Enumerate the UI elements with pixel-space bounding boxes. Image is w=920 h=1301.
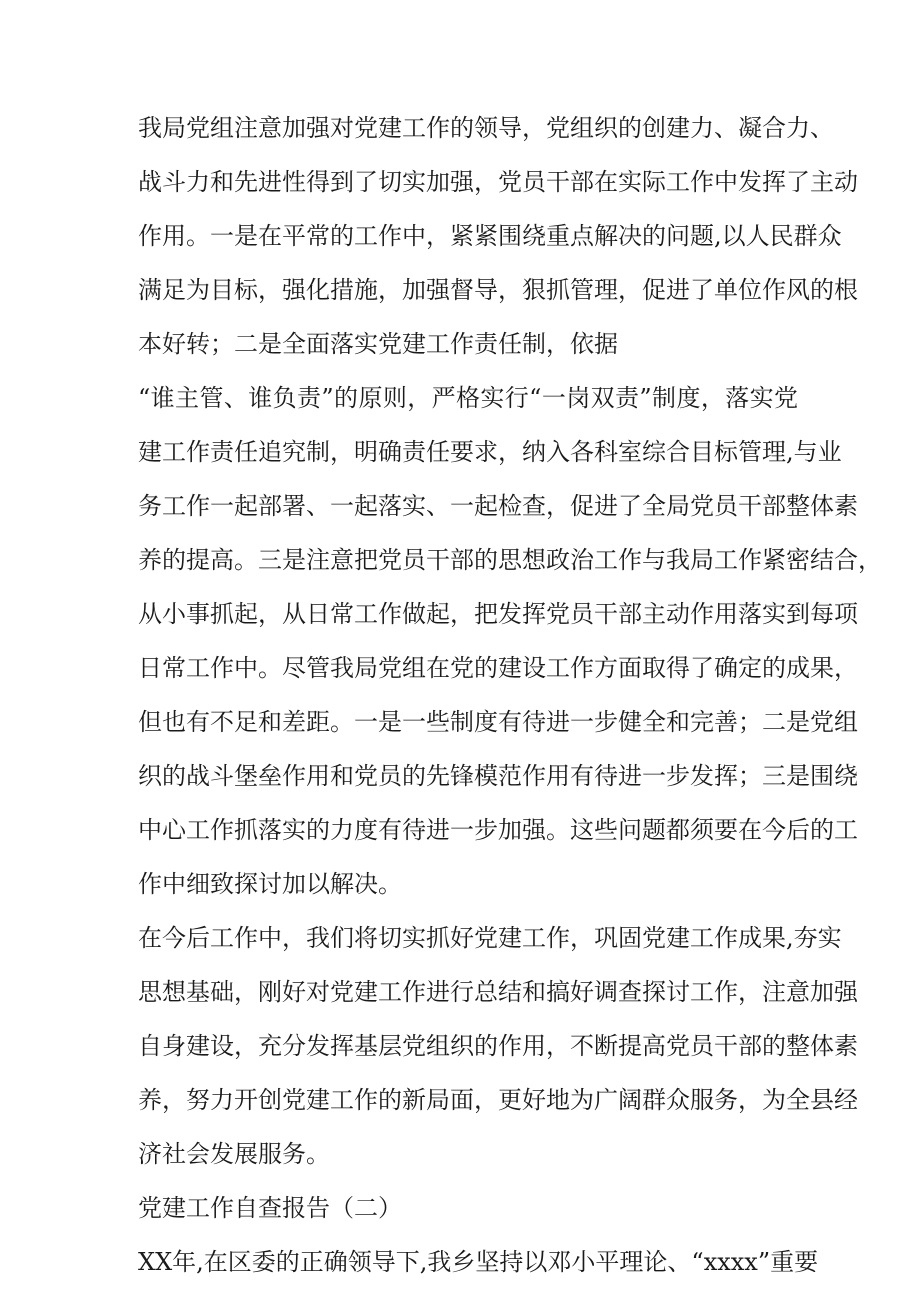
text-line: 满足为目标，强化措施，加强督导，狠抓管理，促进了单位作风的根	[138, 276, 858, 304]
text-line: 但也有不足和差距。一是一些制度有待进一步健全和完善；二是党组	[138, 708, 858, 736]
text-line: 养，努力开创党建工作的新局面，更好地为广阔群众服务，为全县经	[138, 1086, 858, 1114]
text-line: 日常工作中。尽管我局党组在党的建设工作方面取得了确定的成果，	[138, 654, 858, 682]
section-heading: 党建工作自查报告（二）	[138, 1194, 402, 1222]
text-line: 务工作一起部署、一起落实、一起检查，促进了全局党员干部整体素	[138, 492, 858, 520]
text-line: 中心工作抓落实的力度有待进一步加强。这些问题都须要在今后的工	[138, 816, 858, 844]
text-line: 战斗力和先进性得到了切实加强，党员干部在实际工作中发挥了主动	[138, 168, 858, 196]
text-line: 本好转；二是全面落实党建工作责任制，依据	[138, 330, 618, 358]
text-line: “谁主管、谁负责”的原则，严格实行“一岗双责”制度，落实党	[138, 384, 798, 412]
document-body	[138, 101, 882, 1289]
text-line: 从小事抓起，从日常工作做起，把发挥党员干部主动作用落实到每项	[138, 600, 858, 628]
text-line: 建工作责任追究制，明确责任要求，纳入各科室综合目标管理,与业	[138, 438, 842, 466]
text-line: 济社会发展服务。	[138, 1140, 330, 1168]
text-line: 我局党组注意加强对党建工作的领导，党组织的创建力、凝合力、	[138, 114, 834, 142]
text-line: 思想基础，刚好对党建工作进行总结和搞好调查探讨工作，注意加强	[138, 978, 858, 1006]
text-line: 作用。一是在平常的工作中，紧紧围绕重点解决的问题,以人民群众	[138, 222, 842, 250]
text-line: XX年,在区委的正确领导下,我乡坚持以邓小平理论、“xxxx”重要	[138, 1248, 819, 1276]
text-line: 织的战斗堡垒作用和党员的先锋模范作用有待进一步发挥；三是围绕	[138, 762, 858, 790]
text-line: 在今后工作中，我们将切实抓好党建工作，巩固党建工作成果,夯实	[138, 924, 842, 952]
text-line: 自身建设，充分发挥基层党组织的作用，不断提高党员干部的整体素	[138, 1032, 858, 1060]
text-line: 养的提高。三是注意把党员干部的思想政治工作与我局工作紧密结合，	[138, 546, 882, 574]
text-line: 作中细致探讨加以解决。	[138, 870, 402, 898]
